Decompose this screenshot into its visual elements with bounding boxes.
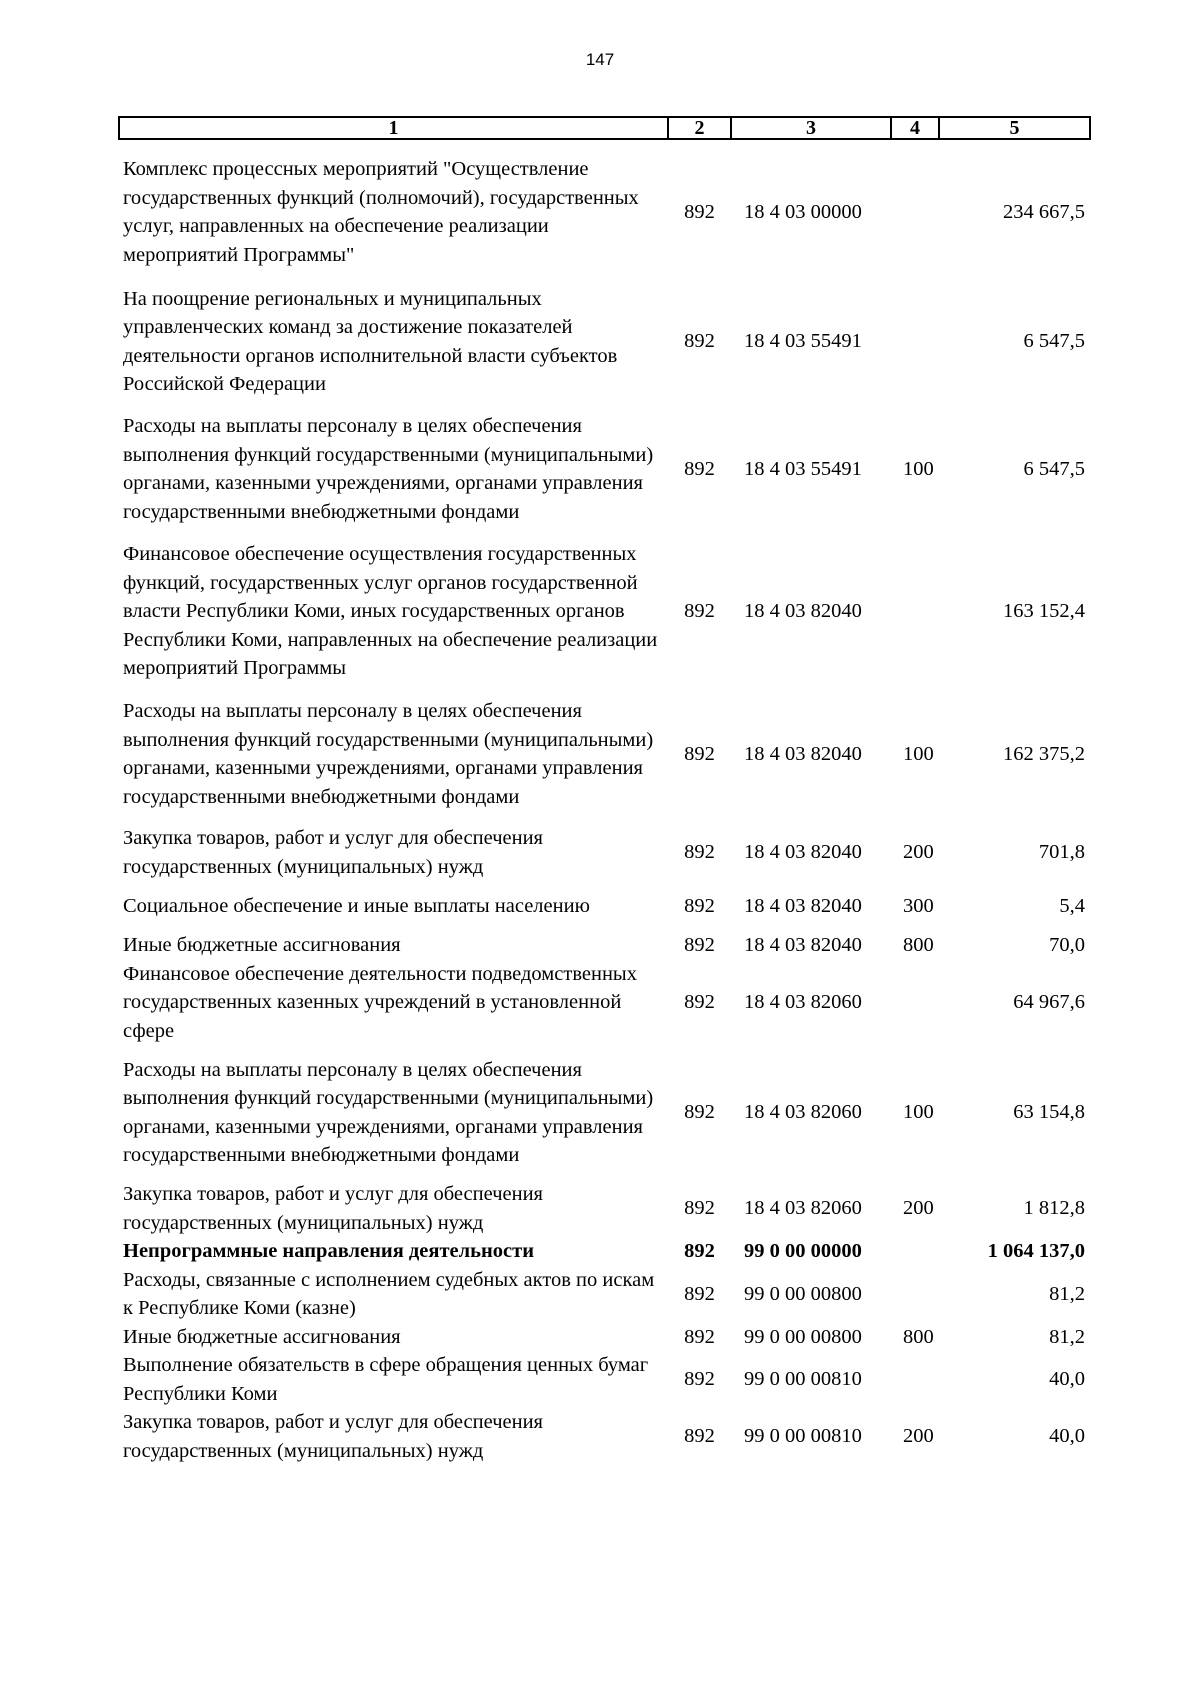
table-row (119, 1408, 1090, 1465)
row-type-cell: 100 (903, 742, 934, 765)
row-code-cell: 18 4 03 82060 (744, 991, 862, 1013)
table-row (119, 1180, 1090, 1237)
table-row (119, 931, 1090, 960)
row-admin-cell: 892 (684, 1325, 715, 1348)
row-name-cell: Расходы на выплаты персоналу в целях обеспечения выполнения функций государственными (муниципальными) органами, казенными учреждениями, органами управления государственными внебюджетными фондами (123, 1058, 654, 1166)
header-col-5: 5 (939, 117, 1090, 139)
row-type-cell: 800 (903, 934, 934, 956)
row-sum-cell: 6 547,5 (1023, 457, 1085, 480)
row-admin-cell: 892 (684, 457, 715, 480)
table-row (119, 1045, 1090, 1180)
row-type-cell: 100 (903, 457, 934, 480)
header-row (119, 117, 1090, 139)
table-row (119, 1351, 1090, 1408)
row-type-cell (891, 1237, 939, 1266)
row-sum-cell: 81,2 (1049, 1325, 1085, 1348)
row-admin-cell: 892 (684, 330, 715, 353)
row-admin-cell: 892 (684, 600, 715, 623)
row-name-cell: Финансовое обеспечение деятельности подведомственных государственных казенных учреждений в установленной сфере (123, 962, 637, 1042)
row-type-cell: 100 (903, 1101, 934, 1124)
table-row (119, 824, 1090, 881)
row-sum-cell: 1 064 137,0 (987, 1240, 1085, 1262)
row-type-cell: 800 (903, 1325, 934, 1348)
row-admin-cell: 892 (684, 1282, 715, 1305)
row-type-cell (891, 539, 939, 684)
row-code-cell: 18 4 03 82040 (744, 841, 862, 864)
row-name-cell: На поощрение региональных и муниципальных управленческих команд за достижение показателей деятельности органов исполнительной власти субъектов Российской Федерации (123, 287, 618, 395)
row-name-cell: Непрограммные направления деятельности (123, 1240, 535, 1262)
row-type-cell: 200 (903, 1425, 934, 1448)
row-admin-cell: 892 (684, 200, 715, 223)
row-admin-cell: 892 (684, 894, 715, 917)
table-row (119, 960, 1090, 1046)
row-type-cell: 300 (903, 894, 934, 917)
row-admin-cell: 892 (684, 742, 715, 765)
row-sum-cell: 701,8 (1038, 841, 1085, 864)
row-type-cell: 200 (903, 1197, 934, 1220)
page-number: 147 (585, 50, 615, 69)
header-col-2: 2 (668, 117, 731, 139)
row-sum-cell: 163 152,4 (1003, 600, 1085, 623)
row-code-cell: 18 4 03 82060 (744, 1101, 862, 1124)
row-sum-cell: 6 547,5 (1023, 330, 1085, 353)
table-row (119, 1266, 1090, 1323)
row-type-cell (891, 284, 939, 399)
row-admin-cell: 892 (684, 934, 715, 956)
header-col-1: 1 (119, 117, 668, 139)
table-row (119, 284, 1090, 399)
row-type-cell (891, 1266, 939, 1323)
row-admin-cell: 892 (684, 1240, 715, 1262)
table-row (119, 139, 1090, 284)
row-code-cell: 18 4 03 55491 (744, 330, 862, 353)
row-code-cell: 99 0 00 00810 (744, 1368, 862, 1391)
row-name-cell: Комплекс процессных мероприятий "Осуществление государственных функций (полномочий), государственных услуг, направленных на обеспечение реализации мероприятий Программы" (123, 158, 639, 266)
header-col-3: 3 (731, 117, 891, 139)
row-code-cell: 18 4 03 82040 (744, 742, 862, 765)
budget-table (118, 116, 1091, 1465)
row-name-cell: Иные бюджетные ассигнования (123, 934, 401, 956)
row-type-cell (891, 960, 939, 1046)
row-code-cell: 18 4 03 00000 (744, 200, 862, 223)
row-admin-cell: 892 (684, 1425, 715, 1448)
row-admin-cell: 892 (684, 991, 715, 1013)
table-row (119, 1323, 1090, 1352)
row-admin-cell: 892 (684, 1101, 715, 1124)
row-code-cell: 18 4 03 82040 (744, 934, 862, 956)
row-sum-cell: 70,0 (1049, 934, 1085, 956)
row-type-cell (891, 139, 939, 284)
table-row (119, 881, 1090, 931)
row-name-cell: Расходы на выплаты персоналу в целях обеспечения выполнения функций государственными (муниципальными) органами, казенными учреждениями, органами управления государственными внебюджетными фондами (123, 700, 654, 808)
row-sum-cell: 63 154,8 (1013, 1101, 1085, 1124)
table-row (119, 1237, 1090, 1266)
row-name-cell: Финансовое обеспечение осуществления государственных функций, государственных услуг органов государственной власти Республики Коми, иных государственных органов Республики Коми, направленных на обеспечение реализации мероприятий Программы (123, 543, 658, 680)
row-code-cell: 18 4 03 82060 (744, 1197, 862, 1220)
row-type-cell: 200 (903, 841, 934, 864)
row-sum-cell: 1 812,8 (1023, 1197, 1085, 1220)
row-name-cell: Выполнение обязательств в сфере обращения ценных бумаг Республики Коми (123, 1354, 649, 1405)
row-sum-cell: 162 375,2 (1003, 742, 1085, 765)
row-name-cell: Закупка товаров, работ и услуг для обеспечения государственных (муниципальных) нужд (123, 1183, 543, 1234)
row-sum-cell: 234 667,5 (1003, 200, 1085, 223)
row-name-cell: Расходы на выплаты персоналу в целях обеспечения выполнения функций государственными (муниципальными) органами, казенными учреждениями, органами управления государственными внебюджетными фондами (123, 415, 654, 523)
row-code-cell: 18 4 03 82040 (744, 894, 862, 917)
row-sum-cell: 64 967,6 (1013, 991, 1085, 1013)
row-code-cell: 99 0 00 00800 (744, 1325, 862, 1348)
row-code-cell: 99 0 00 00810 (744, 1425, 862, 1448)
row-name-cell: Расходы, связанные с исполнением судебных актов по искам к Республике Коми (казне) (123, 1268, 655, 1319)
row-name-cell: Иные бюджетные ассигнования (123, 1325, 401, 1348)
row-name-cell: Закупка товаров, работ и услуг для обеспечения государственных (муниципальных) нужд (123, 1411, 543, 1462)
row-sum-cell: 81,2 (1049, 1282, 1085, 1305)
table-header (119, 117, 1090, 139)
row-code-cell: 99 0 00 00000 (744, 1240, 862, 1262)
row-code-cell: 18 4 03 55491 (744, 457, 862, 480)
row-admin-cell: 892 (684, 1368, 715, 1391)
row-name-cell: Социальное обеспечение и иные выплаты населению (123, 894, 590, 917)
table-body (119, 139, 1090, 1465)
header-col-4: 4 (891, 117, 939, 139)
row-sum-cell: 5,4 (1059, 894, 1085, 917)
row-admin-cell: 892 (684, 841, 715, 864)
row-sum-cell: 40,0 (1049, 1425, 1085, 1448)
table-row (119, 399, 1090, 539)
row-code-cell: 18 4 03 82040 (744, 600, 862, 623)
row-sum-cell: 40,0 (1049, 1368, 1085, 1391)
row-type-cell (891, 1351, 939, 1408)
table-row (119, 684, 1090, 824)
table-row (119, 539, 1090, 684)
row-admin-cell: 892 (684, 1197, 715, 1220)
row-code-cell: 99 0 00 00800 (744, 1282, 862, 1305)
row-name-cell: Закупка товаров, работ и услуг для обеспечения государственных (муниципальных) нужд (123, 827, 543, 878)
